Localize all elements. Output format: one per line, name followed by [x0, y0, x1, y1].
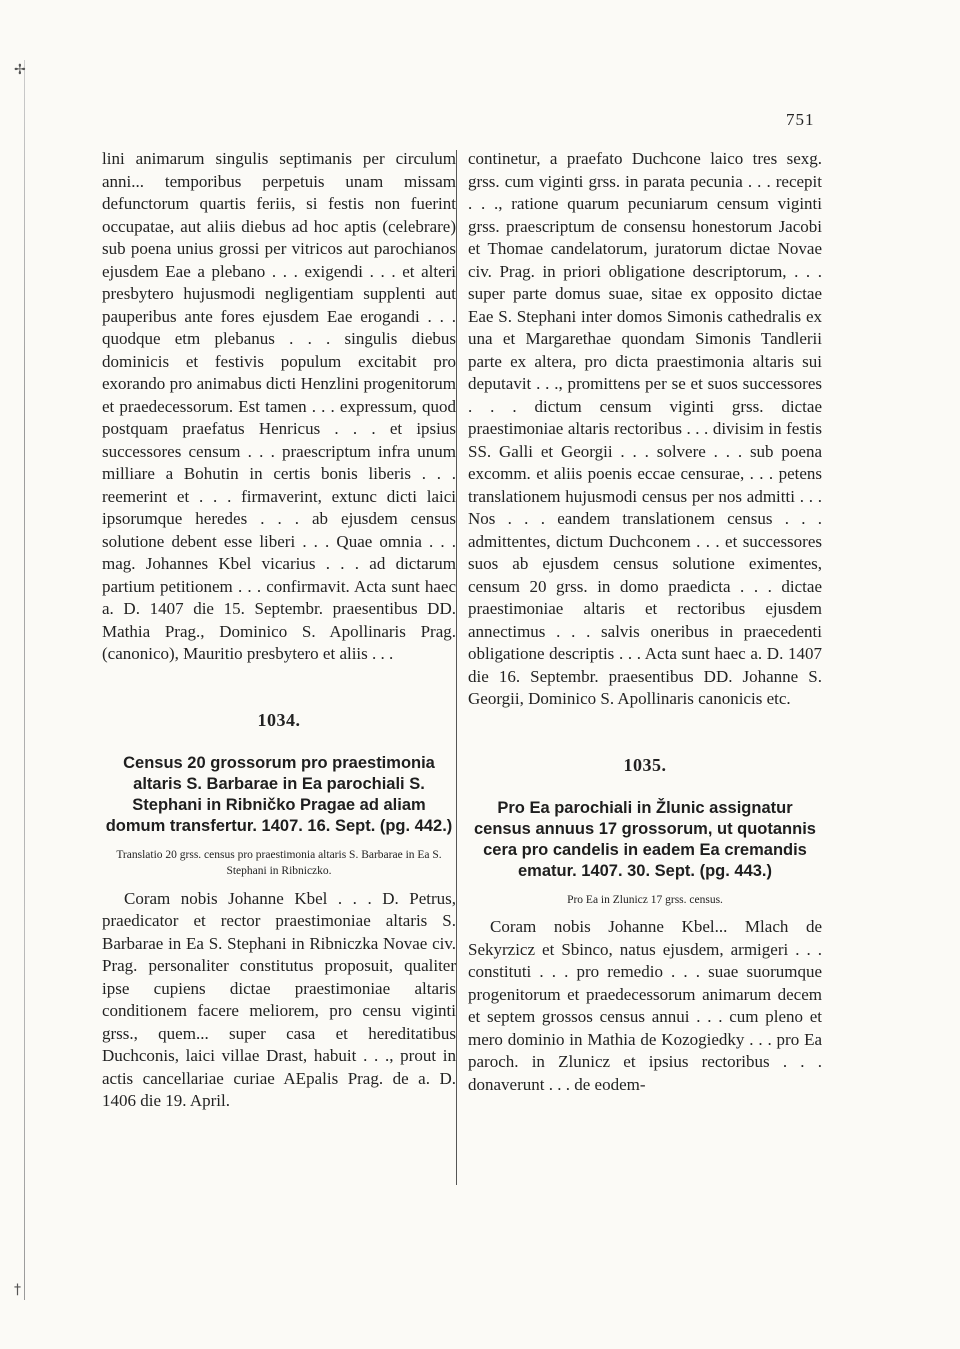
- document-heading-1034: Census 20 grossorum pro praestimonia altaris S. Barbarae in Ea parochiali S. Stephani in Ribničko Pragae ad aliam domum transfertur. 1407. 16. Sept. (pg. 442.): [105, 753, 453, 835]
- column-divider: [456, 150, 457, 1185]
- document-body-1035: Coram nobis Johanne Kbel... Mlach de Sekyrzicz et Sbinco, natus ejusdem, armigeri . . . constituti . . . pro remedio . . . suae suorumque progenitorum et praedecessorum animarum decem et septem grossos census annui . . . cum pleno et mero dominio in Mathia de Kozogiedky . . . pro Ea paroch. in Zlunicz et ipsius rectoribus . . . donaverunt . . . de eodem-: [468, 917, 822, 1094]
- binding-mark-icon: ✢: [14, 62, 26, 78]
- right-column: [468, 148, 822, 1096]
- right-paragraph-continuation: continetur, a praefato Duchcone laico tres sexg. grss. cum viginti grss. in parata pecunia . . . recepit . . ., ratione quarum pecuniarum censum viginti grss. praescriptum de consensu honestorum Jacobi et Thomae candelatorum, juratorum dictae Novae civ. Prag. in priori obligatione descriptorum, . . . super parte domus suae, sitae ex opposito dictae Eae S. Stephani inter domos Simonis cathedralis ex una et Margarethae quondam Simonis Tandlerii parte ex altera, pro dicta praestimonia altaris sui deputavit . . ., promittens per se et suos successores . . . dictum censum viginti grss. dictae praestimoniae altaris rectoribus . . . divisim in festis SS. Galli et Georgii . . . solvere . . . sub poena excomm. et aliis poenis eccae censurae, . . . petens translationem hujusmodi census per nos admitti . . . Nos . . . eandem translationem census . . . admittentes, dictum Duchconem . . . et successores suos ab ejusdem census solutione eximentes, censum 20 grss. in domo praedicta . . . dictae praestimoniae altaris et rectoribus ejusdem annectimus . . . salvis oneribus in praecedenti obligatione descriptis . . . Acta sunt haec a. D. 1407 die 16. Septembr. praesentibus DD. Johanne S. Georgii, Dominico S. Apollinaris canonicis etc.: [468, 149, 822, 708]
- document-heading-1035: Pro Ea parochiali in Žlunic assignatur census annuus 17 grossorum, ut quotannis cera pro candelis in eadem Ea cremandis ematur. 1407. 30. Sept. (pg. 443.): [474, 798, 816, 880]
- page-number: 751: [786, 110, 815, 129]
- page-edge-shadow: [24, 60, 25, 1300]
- binding-mark-icon: †: [14, 1282, 21, 1298]
- document-summary-1035: Pro Ea in Zlunicz 17 grss. census.: [567, 893, 723, 906]
- document-body-1034: Coram nobis Johanne Kbel . . . D. Petrus, praedicator et rector praestimoniae altaris S. Barbarae in Ea S. Stephani in Ribniczka Novae civ. Prag. personaliter constitutus proposuit, qualiter ipse cupiens dictae praestimoniae altaris conditionem facere meliorem, pro censu viginti grss., quem... super casa et hereditatibus Duchconis, laici villae Drast, habuit . . ., prout in actis cancellariae curiae AEpalis Prag. de a. D. 1406 die 19. April.: [102, 888, 456, 1110]
- left-column: [102, 148, 456, 1113]
- document-number-1034: 1034.: [257, 709, 301, 730]
- document-number-1035: 1035.: [623, 754, 667, 775]
- left-paragraph-continuation: lini animarum singulis septimanis per circulum anni... temporibus perpetuis unam missam defunctorum quartis feriis, si festis non fuerint occupatae, aut aliis diebus ad hoc aptis (celebrare) sub poena unius grossi per vitricos aut parochianos ejusdem Eae a plebano . . . exigendi . . . et alteri presbytero hujusmodi negligentiam supplenti aut pauperibus ante fores ejusdem Eae erogandi . . . quodque etm plebanus . . . singulis diebus dominicis et festivis populum excitabit pro exorando pro animabus dicti Henzlini progenitorum et praedecessorum. Est tamen . . . expressum, quod postquam praefatus Henricus . . . et ipsius successores censum . . . praescriptum infra unum milliare a Bohutin in certis bonis liberis . . . reemerint et . . . firmaverint, extunc dicti laici ipsorumque heredes . . . ab ejusdem census solutione debent esse liberi . . . Quae omnia . . . mag. Johannes Kbel vicarius . . . ad dictarum partium petitionem . . . confirmavit. Acta sunt haec a. D. 1407 die 15. Septembr. praesentibus DD. Mathia Prag., Dominico S. Apollinaris Prag. (canonico), Mauritio presbytero et aliis . . .: [102, 149, 456, 663]
- document-summary-1034: Translatio 20 grss. census pro praestimonia altaris S. Barbarae in Ea S. Stephani in Ribniczko.: [116, 848, 442, 877]
